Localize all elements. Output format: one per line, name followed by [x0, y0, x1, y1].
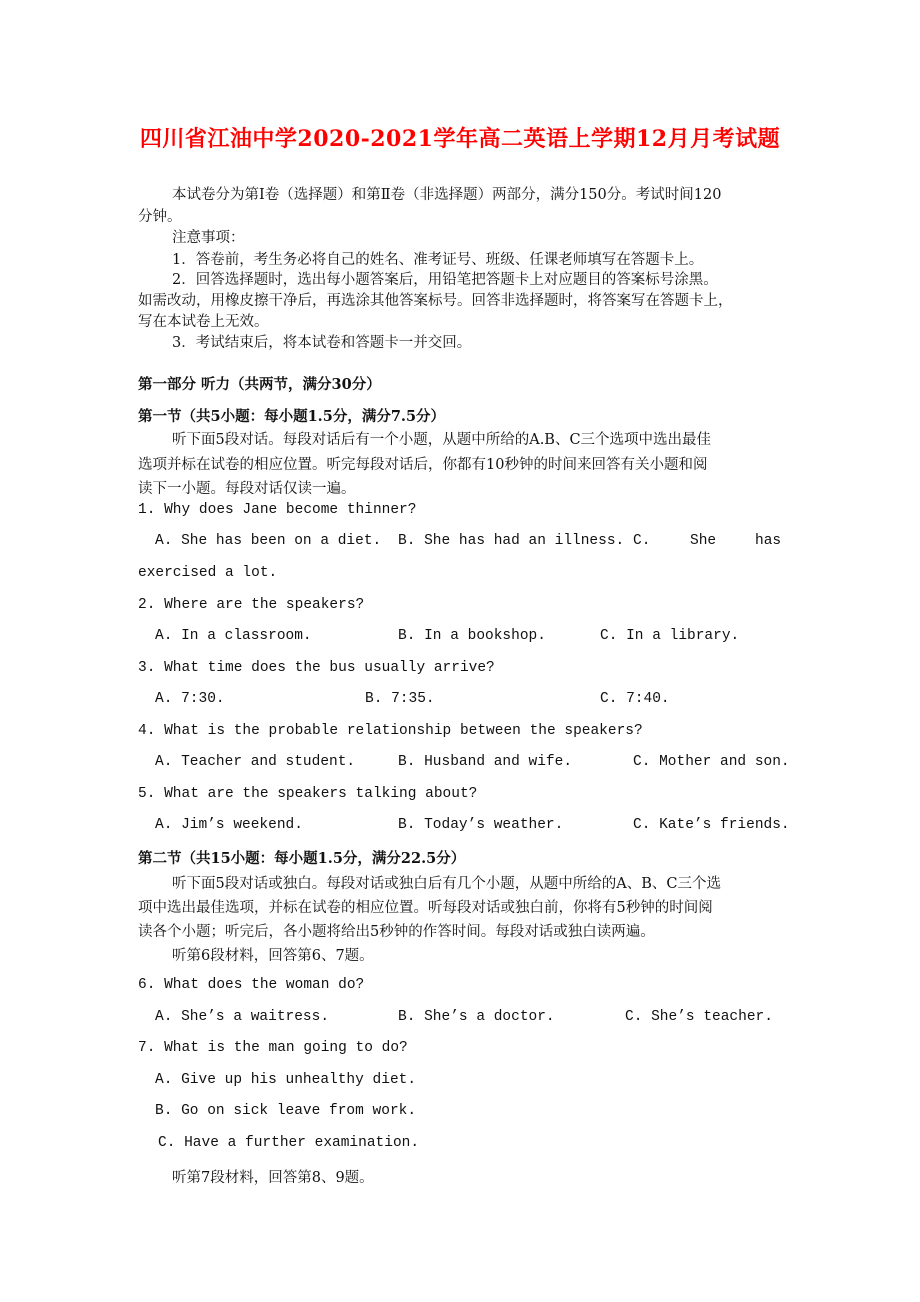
section2-heading: 第二节（共15小题：每小题1.5分，满分22.5分） [138, 850, 466, 867]
question-7-option-a: A. Give up his unhealthy diet. [155, 1072, 417, 1088]
question-3-option-c: C. 7:40. [600, 691, 670, 707]
question-7-stem: 7. What is the man going to do? [138, 1040, 408, 1056]
question-6-stem: 6. What does the woman do? [138, 977, 365, 993]
section1-instr-3: 读下一小题。每段对话仅读一遍。 [138, 481, 356, 497]
question-2-option-b: B. In a bookshop. [398, 628, 546, 644]
question-1-stem: 1. Why does Jane become thinner? [138, 502, 417, 518]
question-1-option-c-wrap: exercised a lot. [138, 565, 278, 581]
question-5-option-b: B. Today’s weather. [398, 817, 564, 833]
question-2-option-a: A. In a classroom. [155, 628, 312, 644]
notes-heading: 注意事项： [172, 230, 245, 246]
material-6-note: 听第6段材料，回答第6、7题。 [172, 948, 374, 964]
note-1: 1．答卷前，考生务必将自己的姓名、准考证号、班级、任课老师填写在答题卡上。 [172, 252, 704, 268]
question-5-stem: 5. What are the speakers talking about? [138, 786, 478, 802]
question-5-option-c: C. Kate’s friends. [633, 817, 790, 833]
question-5-option-a: A. Jim’s weekend. [155, 817, 303, 833]
section1-instr-2: 选项并标在试卷的相应位置。听完每段对话后，你都有10秒钟的时间来回答有关小题和阅 [138, 457, 708, 473]
question-3-option-a: A. 7:30. [155, 691, 225, 707]
intro-line-2: 分钟。 [138, 209, 182, 225]
question-4-option-c: C. Mother and son. [633, 754, 790, 770]
question-4-option-a: A. Teacher and student. [155, 754, 356, 770]
part1-heading: 第一部分 听力（共两节，满分30分） [138, 376, 381, 393]
question-1-option-a: A. She has been on a diet. [155, 533, 382, 549]
question-6-option-b: B. She’s a doctor. [398, 1009, 555, 1025]
section1-heading: 第一节（共5小题：每小题1.5分，满分7.5分） [138, 408, 446, 425]
section2-instr-2: 项中选出最佳选项，并标在试卷的相应位置。听每段对话或独白前，你将有5秒钟的时间阅 [138, 900, 713, 916]
question-4-option-b: B. Husband and wife. [398, 754, 573, 770]
question-7-option-b: B. Go on sick leave from work. [155, 1103, 417, 1119]
question-3-stem: 3. What time does the bus usually arrive? [138, 660, 495, 676]
question-6-option-a: A. She’s a waitress. [155, 1009, 330, 1025]
note-2-line-3: 写在本试卷上无效。 [138, 314, 269, 330]
question-2-option-c: C. In a library. [600, 628, 740, 644]
section2-instr-3: 读各个小题；听完后，各小题将给出5秒钟的作答时间。每段对话或独白读两遍。 [138, 924, 655, 940]
question-1-option-c-word2: has [755, 533, 782, 549]
note-2-line-1: 2．回答选择题时，选出每小题答案后，用铅笔把答题卡上对应题目的答案标号涂黑。 [172, 272, 718, 288]
question-3-option-b: B. 7:35. [365, 691, 435, 707]
section1-instr-1: 听下面5段对话。每段对话后有一个小题，从题中所给的A.B、C三个选项中选出最佳 [172, 432, 712, 448]
question-1-option-b: B. She has had an illness. [398, 533, 625, 549]
question-7-option-c: C. Have a further examination. [158, 1135, 420, 1151]
note-3: 3．考试结束后，将本试卷和答题卡一并交回。 [172, 335, 472, 351]
section2-instr-1: 听下面5段对话或独白。每段对话或独白后有几个小题，从题中所给的A、B、C三个选 [172, 876, 721, 892]
note-2-line-2: 如需改动，用橡皮擦干净后，再选涂其他答案标号。回答非选择题时，将答案写在答题卡上， [138, 293, 733, 309]
intro-line-1: 本试卷分为第Ⅰ卷（选择题）和第Ⅱ卷（非选择题）两部分，满分150分。考试时间120 [172, 187, 722, 203]
question-2-stem: 2. Where are the speakers? [138, 597, 365, 613]
question-1-option-c-label: C. [633, 533, 651, 549]
question-1-option-c-word1: She [690, 533, 717, 549]
document-title: 四川省江油中学2020-2021学年高二英语上学期12月月考试题 [139, 126, 781, 152]
question-4-stem: 4. What is the probable relationship between the speakers? [138, 723, 643, 739]
question-6-option-c: C. She’s teacher. [625, 1009, 773, 1025]
material-7-note: 听第7段材料，回答第8、9题。 [172, 1170, 374, 1186]
